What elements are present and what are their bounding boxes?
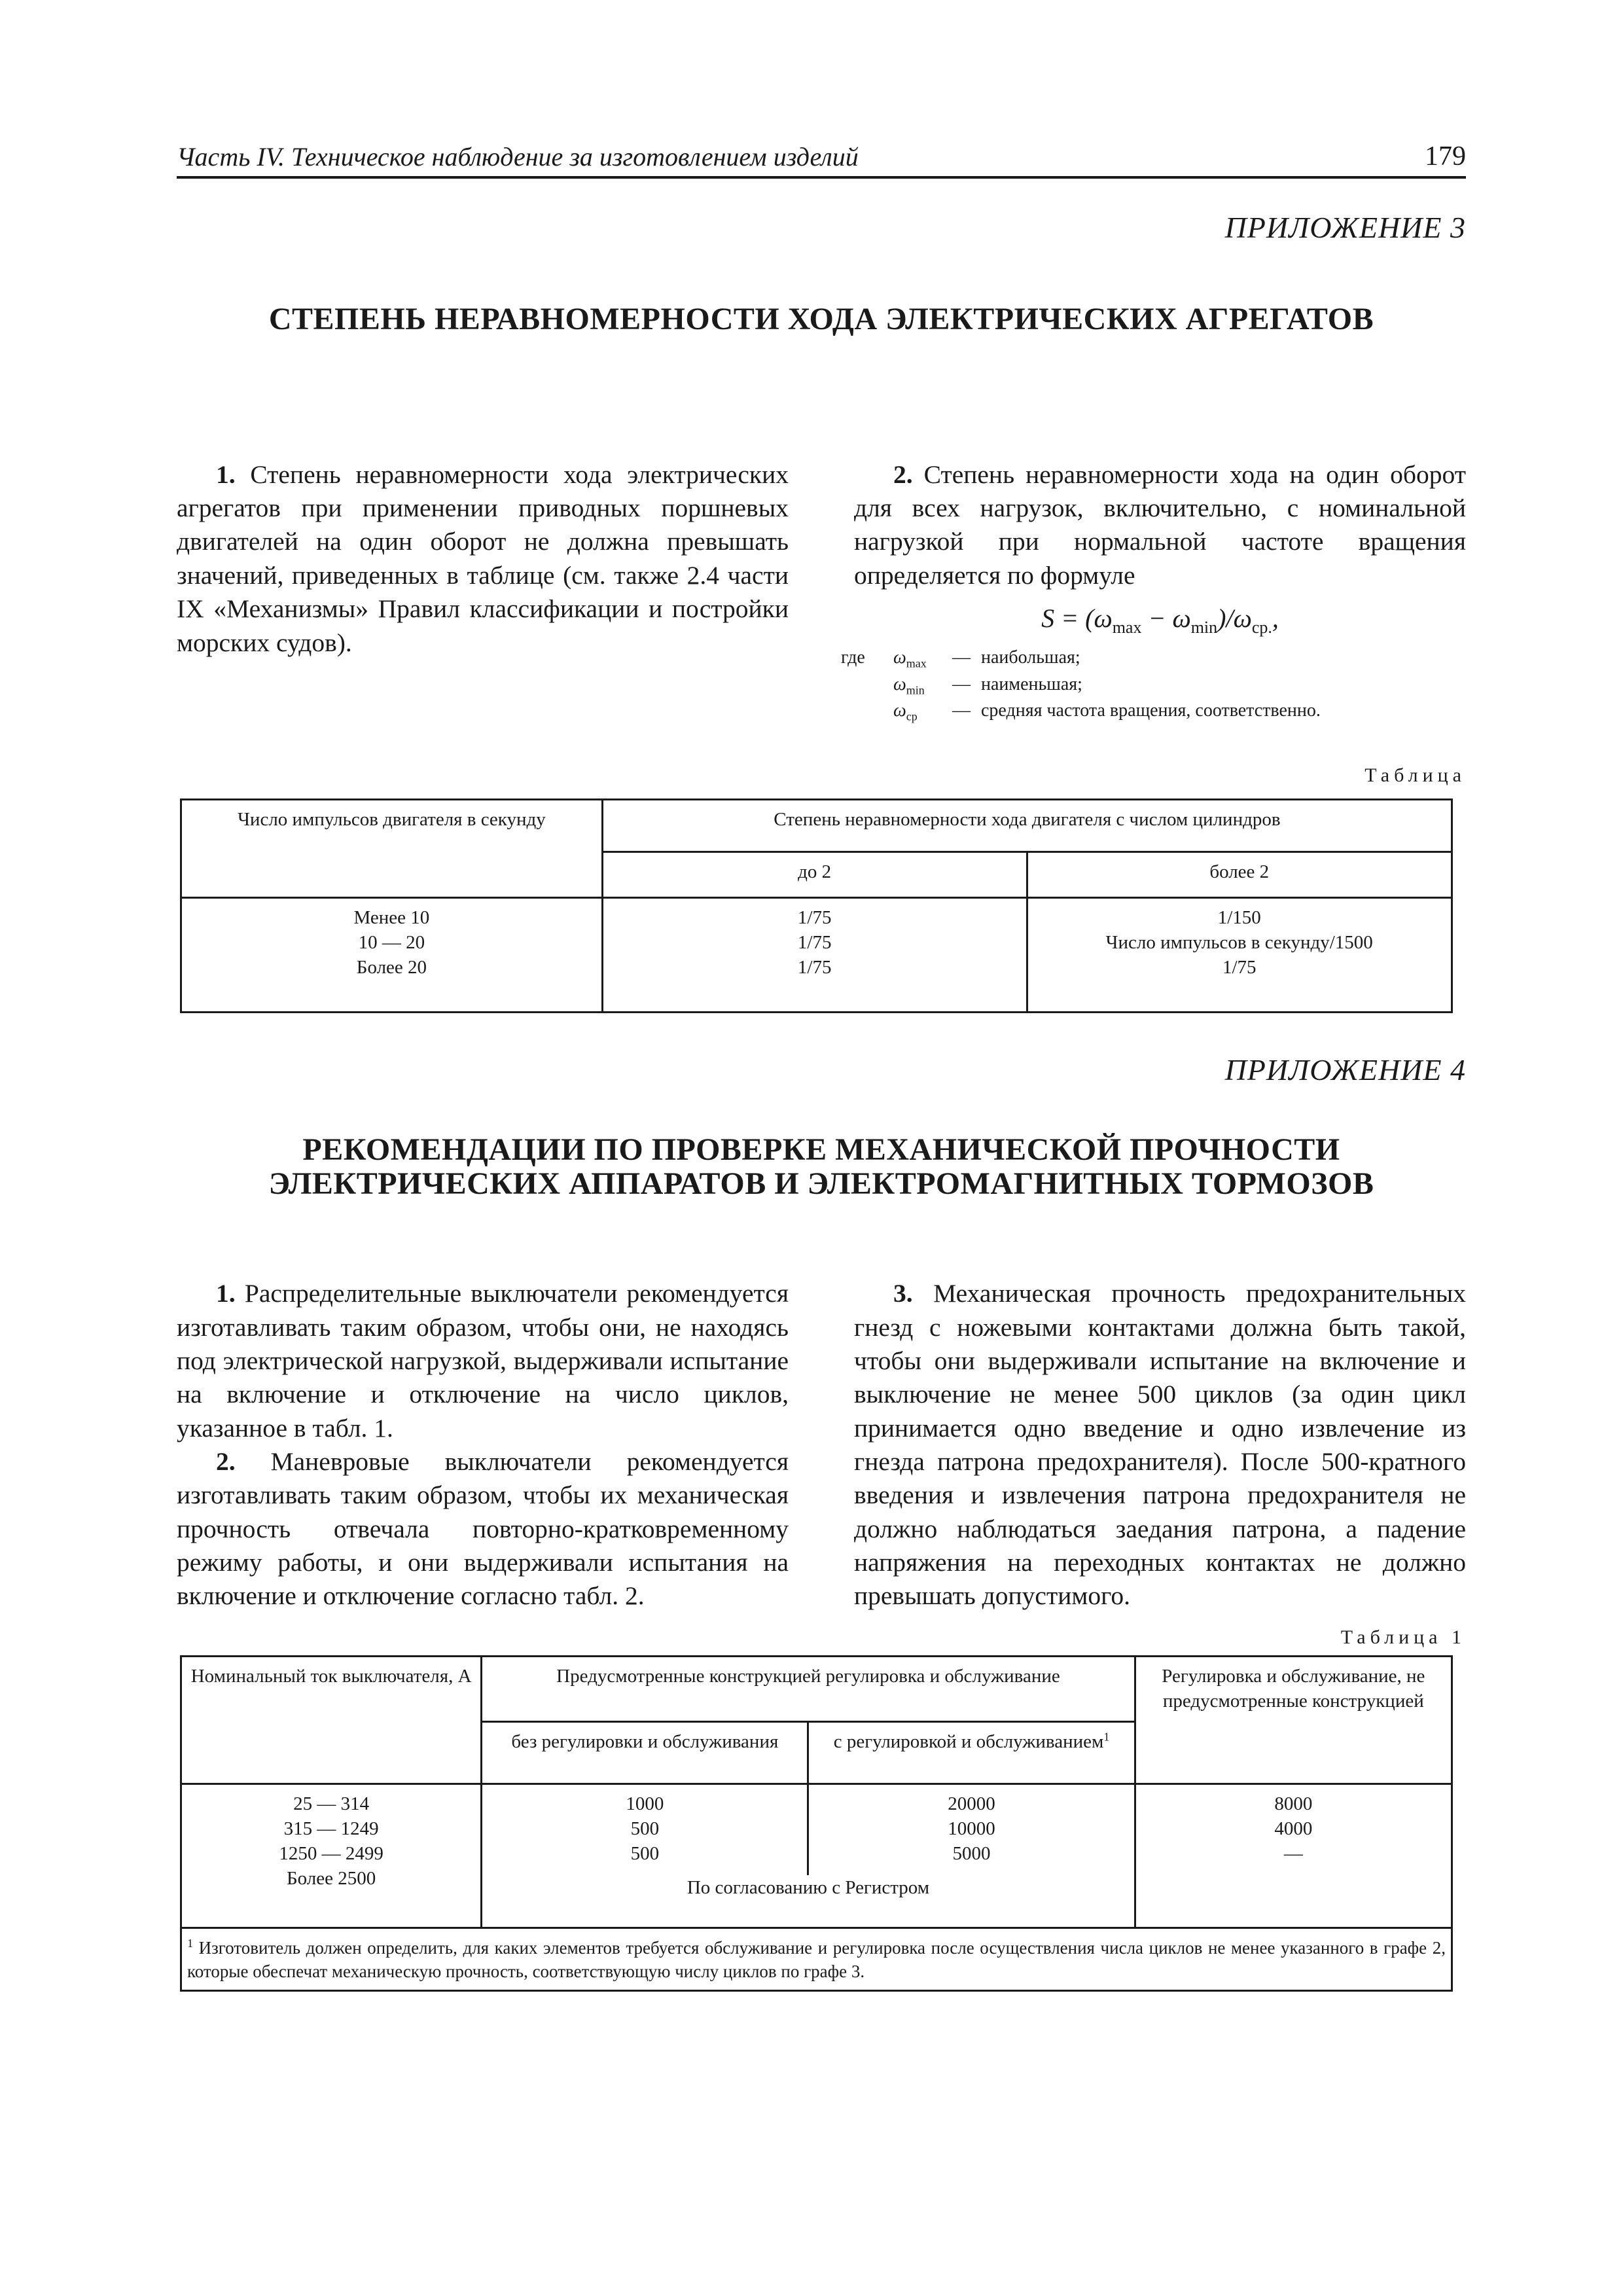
table1-header-current: Номинальный ток выключателя, А xyxy=(181,1656,482,1784)
appendix-3-paragraph-2 xyxy=(854,458,1466,592)
table-cell: 20000 xyxy=(948,1793,995,1814)
formula-part: )/ω xyxy=(1217,603,1252,634)
table-cell: 500 xyxy=(630,1843,660,1865)
table-cell: 10 — 20 xyxy=(358,931,425,953)
formula-subscript: max xyxy=(1112,618,1142,637)
table-column-upto2 xyxy=(602,897,1027,1012)
appendix-3-body xyxy=(177,458,1466,725)
table-cell: 1/75 xyxy=(797,931,832,953)
paragraph-number: 1. xyxy=(216,459,236,489)
table-cell: 5000 xyxy=(952,1843,991,1865)
paragraph-number: 2. xyxy=(216,1446,236,1476)
definition-text: наибольшая; xyxy=(981,647,1080,668)
appendix-4-paragraph-2 xyxy=(177,1445,789,1613)
page-number: 179 xyxy=(1425,141,1466,171)
appendix-4-title-line-2: ЭЛЕКТРИЧЕСКИХ АППАРАТОВ И ЭЛЕКТРОМАГНИТНЫХ ТОРМОЗОВ xyxy=(268,1166,1374,1202)
appendix-3-label: ПРИЛОЖЕНИЕ 3 xyxy=(1224,211,1466,244)
definition-row xyxy=(841,645,1466,672)
table-cell: 25 — 314 xyxy=(293,1793,370,1814)
formula-subscript: min xyxy=(1190,618,1218,637)
table-column-more2 xyxy=(1027,897,1452,1012)
paragraph-number: 3. xyxy=(893,1279,913,1308)
appendix-4-right-column xyxy=(854,1277,1466,1613)
appendix-4-paragraph-3 xyxy=(854,1277,1466,1613)
footnote-marker: 1 xyxy=(187,1936,193,1950)
paragraph-text: Маневровые выключатели рекомендуется изготавливать таким образом, чтобы их механическая прочность отвечала повторно-кратковременному режиму работы, и они выдерживали испытания на включение и отключение согласно табл. 2. xyxy=(177,1446,789,1611)
where-label: где xyxy=(841,647,865,668)
appendix-4-body xyxy=(177,1277,1466,1613)
appendix-3-title: СТЕПЕНЬ НЕРАВНОМЕРНОСТИ ХОДА ЭЛЕКТРИЧЕСКИХ АГРЕГАТОВ xyxy=(268,302,1374,336)
document-page xyxy=(177,141,1466,1992)
table-subheader-upto2: до 2 xyxy=(602,852,1027,897)
table1-column-not-provided xyxy=(1135,1784,1452,1928)
appendix-3-table xyxy=(180,798,1453,1013)
table-cell: 1/75 xyxy=(797,957,832,978)
table-cell: Более 20 xyxy=(356,957,427,978)
table1-subheader-no-adjustment: без регулировки и обслуживания xyxy=(482,1721,808,1784)
table1-footnote xyxy=(181,1928,1452,1991)
table-cell: — xyxy=(1283,1843,1303,1865)
table1-merged-registry-cell: По согласованию с Регистром xyxy=(482,1875,1135,1928)
table-cell: 1250 — 2499 xyxy=(279,1843,383,1865)
table-cell: 4000 xyxy=(1274,1818,1313,1839)
appendix-4-table-caption: Таблица 1 xyxy=(1340,1626,1466,1648)
table-cell: 1000 xyxy=(626,1793,664,1814)
appendix-3-right-column xyxy=(841,458,1466,725)
table-cell: Более 2500 xyxy=(287,1868,376,1890)
running-title: Часть IV. Техническое наблюдение за изготовлением изделий xyxy=(177,142,859,171)
formula-lhs: S xyxy=(1041,603,1055,634)
table-cell: 10000 xyxy=(948,1818,995,1839)
paragraph-text: Степень неравномерности хода на один оборот для всех нагрузок, включительно, с номинальной нагрузкой при нормальной частоте вращения определяется по формуле xyxy=(854,459,1466,590)
table-cell: 8000 xyxy=(1274,1793,1313,1814)
definition-dash: — xyxy=(952,647,971,668)
appendix-4-table-1 xyxy=(180,1655,1453,1992)
formula-part: − ω xyxy=(1141,603,1191,634)
definition-text: средняя частота вращения, соответственно. xyxy=(981,700,1321,721)
paragraph-text: Распределительные выключатели рекомендуется изготавливать таким образом, чтобы они, не находясь под электрической нагрузкой, выдерживали испытание на включение и отключение на число циклов, указанное в табл. 1. xyxy=(177,1279,789,1443)
definition-symbol: $\omega_{min}$ xyxy=(893,673,925,697)
definition-text: наименьшая; xyxy=(981,673,1082,694)
formula-part: , xyxy=(1272,603,1279,634)
table1-column-no-adjustment xyxy=(482,1784,808,1875)
appendix-4-left-column xyxy=(177,1277,789,1613)
appendix-3-left-column xyxy=(177,458,789,725)
paragraph-number: 1. xyxy=(216,1279,236,1308)
table1-column-current xyxy=(181,1784,482,1928)
definition-row xyxy=(841,672,1466,699)
table-header-nonuniformity: Степень неравномерности хода двигателя с числом цилиндров xyxy=(602,799,1452,852)
definition-dash: — xyxy=(952,700,971,721)
footnote-text: Изготовитель должен определить, для каких элементов требуется обслуживание и регулировка после осуществления числа циклов не менее указанного в графе 2, которые обеспечат механическую прочность, соответствующую числу циклов по графе 3. xyxy=(187,1937,1446,1982)
table-cell: 1/75 xyxy=(797,906,832,928)
formula-subscript: ср. xyxy=(1251,618,1272,637)
appendix-3-paragraph-1 xyxy=(177,458,789,660)
appendix-3-table-caption: Таблица xyxy=(1364,764,1466,786)
table1-column-with-adjustment xyxy=(808,1784,1135,1875)
formula-part: = (ω xyxy=(1054,603,1113,634)
table1-header-provided: Предусмотренные конструкцией регулировка и обслуживание xyxy=(482,1656,1135,1721)
paragraph-number: 2. xyxy=(893,459,913,489)
paragraph-text: Механическая прочность предохранительных гнезд с ножевыми контактами должна быть такой, чтобы они выдерживали испытание на включение и выключение не менее 500 циклов (за один цикл принимается одно введение и одно извлечение из гнезда патрона предохранителя). После 500-кратного введения и извлечения патрона предохранителя не должно наблюдаться заедания патрона, а падение напряжения на переходных контактах не должно превышать допустимого. xyxy=(854,1279,1466,1611)
table-cell: 1/75 xyxy=(1222,957,1257,978)
running-header xyxy=(177,141,1466,179)
table-cell: Менее 10 xyxy=(353,906,430,928)
table-column-impulses xyxy=(181,897,603,1012)
appendix-4-label: ПРИЛОЖЕНИЕ 4 xyxy=(1224,1052,1466,1086)
table1-subheader-with-adjustment: с регулировкой и обслуживанием$^1$ xyxy=(808,1721,1135,1784)
formula-definitions xyxy=(841,645,1466,725)
definition-row xyxy=(841,698,1466,725)
table-cell: 315 — 1249 xyxy=(283,1818,379,1839)
table-cell: 1/150 xyxy=(1217,906,1261,928)
table-cell: 500 xyxy=(630,1818,660,1839)
appendix-4-title-line-1: РЕКОМЕНДАЦИИ ПО ПРОВЕРКЕ МЕХАНИЧЕСКОЙ ПРОЧНОСТИ xyxy=(302,1132,1340,1167)
appendix-4-paragraph-1 xyxy=(177,1277,789,1445)
definition-dash: — xyxy=(952,673,971,694)
nonuniformity-formula xyxy=(854,601,1466,639)
appendix-4-title xyxy=(177,1133,1466,1202)
definition-symbol: $\omega_{ср}$ xyxy=(893,700,918,723)
definition-symbol: $\omega_{max}$ xyxy=(893,647,927,670)
table1-header-not-provided: Регулировка и обслуживание, не предусмотренные конструкцией xyxy=(1135,1656,1452,1784)
paragraph-text: Степень неравномерности хода электрических агрегатов при применении приводных поршневых двигателей на один оборот не должна превышать значений, приведенных в таблице (см. также 2.4 части IX «Механизмы» Правил классификации и постройки морских судов). xyxy=(177,459,789,657)
table-cell: Число импульсов в секунду/1500 xyxy=(1105,931,1373,953)
table-subheader-more2: более 2 xyxy=(1027,852,1452,897)
table-header-impulses: Число импульсов двигателя в секунду xyxy=(181,799,603,897)
